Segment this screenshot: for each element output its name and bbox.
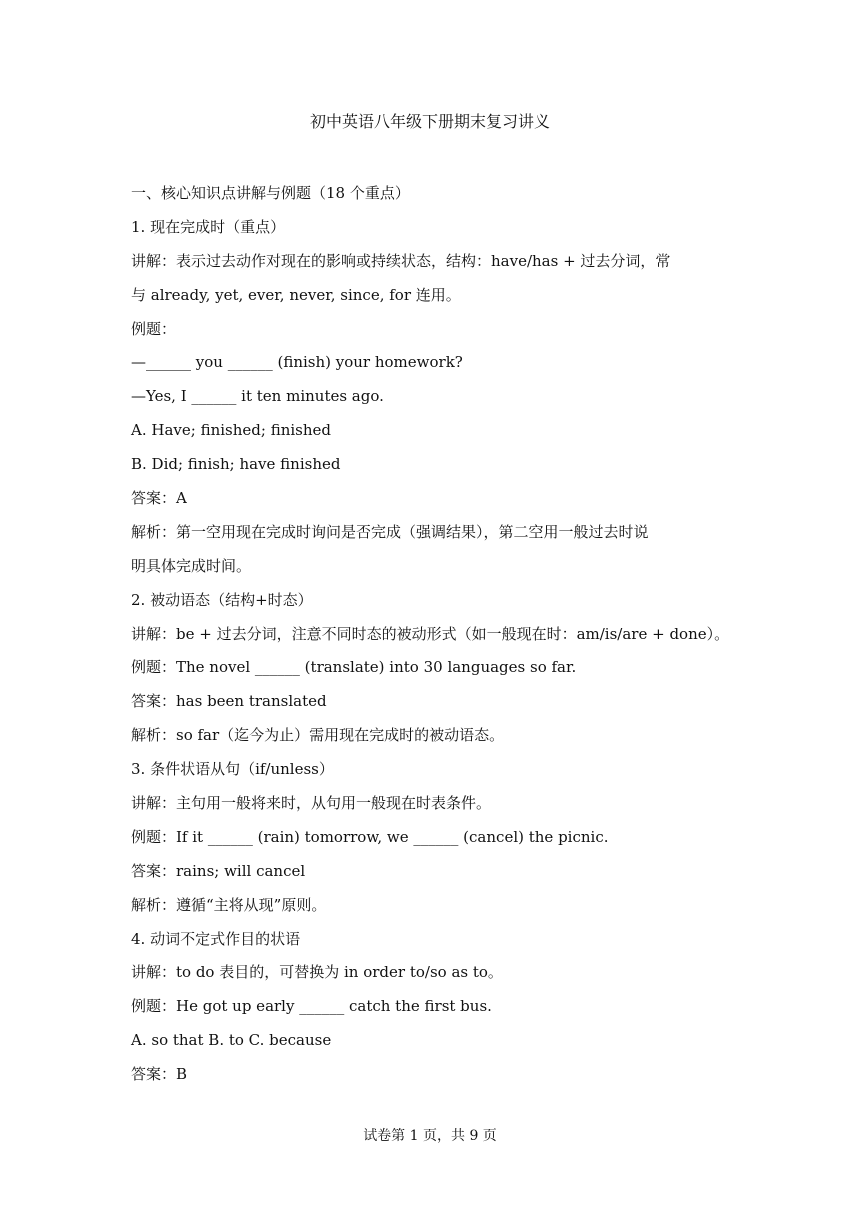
- page-footer: 试卷第 1 页，共 9 页: [363, 1128, 497, 1144]
- answer-line: 答案：B: [131, 1065, 188, 1084]
- analysis-line: 解析：so far（迄今为止）需用现在完成时的被动语态。: [131, 726, 505, 745]
- analysis-line: 明具体完成时间。: [131, 556, 252, 575]
- answer-line: 答案：rains; will cancel: [131, 861, 306, 880]
- document-title: 初中英语八年级下册期末复习讲义: [309, 112, 550, 131]
- option-line: A. so that B. to C. because: [131, 1031, 332, 1050]
- option-line: A. Have; finished; finished: [131, 421, 331, 440]
- document-body: [131, 177, 731, 1092]
- topic-heading-conditional: 3. 条件状语从句（if/unless）: [131, 760, 334, 779]
- topic-heading-passive-voice: 2. 被动语态（结构+时态）: [131, 590, 313, 609]
- example-line: —Yes, I ______ it ten minutes ago.: [131, 387, 384, 406]
- example-label: 例题：: [131, 319, 177, 338]
- example-line: 例题：He got up early ______ catch the first bus.: [131, 997, 492, 1016]
- answer-line: 答案：has been translated: [131, 692, 327, 711]
- explanation-line: 讲解：to do 表目的，可替换为 in order to/so as to。: [131, 963, 503, 982]
- topic-heading-infinitive: 4. 动词不定式作目的状语: [131, 929, 301, 948]
- answer-line: 答案：A: [131, 489, 187, 508]
- example-line: —______ you ______ (finish) your homework?: [131, 353, 463, 372]
- topic-heading-present-perfect: 1. 现在完成时（重点）: [131, 217, 286, 236]
- option-line: B. Did; finish; have finished: [131, 455, 341, 474]
- section-heading: 一、核心知识点讲解与例题（18 个重点）: [131, 184, 410, 202]
- explanation-line: 讲解：表示过去动作对现在的影响或持续状态，结构：have/has + 过去分词，常: [131, 251, 671, 270]
- example-line: 例题：The novel ______ (translate) into 30 languages so far.: [131, 658, 577, 677]
- analysis-line: 解析：第一空用现在完成时询问是否完成（强调结果），第二空用一般过去时说: [131, 522, 649, 541]
- explanation-line: 讲解：be + 过去分词，注意不同时态的被动形式（如一般现在时：am/is/are + done）。: [131, 624, 730, 643]
- analysis-line: 解析：遵循“主将从现”原则。: [131, 895, 327, 914]
- explanation-line: 讲解：主句用一般将来时，从句用一般现在时表条件。: [131, 794, 492, 813]
- explanation-line: 与 already, yet, ever, never, since, for 连用。: [131, 285, 461, 304]
- example-line: 例题：If it ______ (rain) tomorrow, we ______ (cancel) the picnic.: [131, 827, 609, 846]
